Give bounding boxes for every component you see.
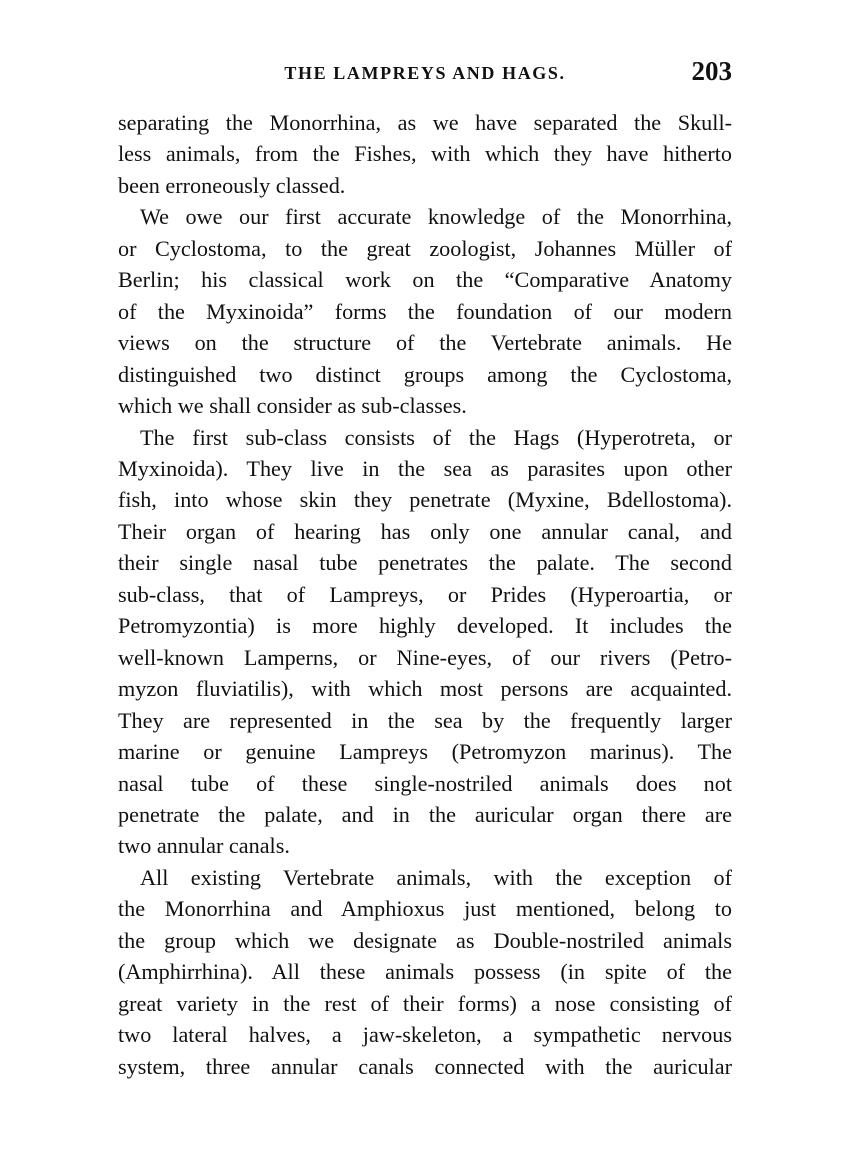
text-line: of the Myxinoida” forms the foundation of our modern [118,298,732,324]
text-line: They are represented in the sea by the frequently larger [118,707,732,733]
text-line: two lateral halves, a jaw-skeleton, a sympathetic nervous [118,1022,732,1048]
paragraph-muller [118,201,732,421]
text-line: or Cyclostoma, to the great zoologist, Johannes Müller of [118,235,732,261]
page-header [118,58,732,92]
page-number: 203 [691,56,732,86]
text-line: two annular canals. [118,833,290,859]
text-line: their single nasal tube penetrates the palate. The second [118,550,732,576]
text-line: (Amphirrhina). All these animals possess (in spite of the [118,959,732,985]
text-line: distinguished two distinct groups among the Cyclostoma, [118,361,732,387]
text-line: penetrate the palate, and in the auricular organ there are [118,801,732,827]
text-line: less animals, from the Fishes, with which they have hitherto [118,141,732,167]
text-line: marine or genuine Lampreys (Petromyzon marinus). The [118,739,732,765]
text-line: fish, into whose skin they penetrate (Myxine, Bdellostoma). [118,487,732,513]
text-line: Petromyzontia) is more highly developed. It includes the [118,613,732,639]
text-line: the Monorrhina and Amphioxus just mentioned, belong to [118,896,732,922]
text-line: sub-class, that of Lampreys, or Prides (Hyperoartia, or [118,581,732,607]
text-line: Myxinoida). They live in the sea as parasites upon other [118,455,732,481]
paragraph-subclasses [118,422,732,862]
paragraph-continued [118,107,732,201]
text-line: great variety in the rest of their forms) a nose consisting of [118,990,732,1016]
text-line: separating the Monorrhina, as we have separated the Skull- [118,110,732,135]
text-line: Their organ of hearing has only one annular canal, and [118,518,732,544]
text-line: system, three annular canals connected with the auricular [118,1053,732,1079]
paragraph-amphirrhina [118,862,732,1082]
text-line: well-known Lamperns, or Nine-eyes, of our rivers (Petro- [118,644,732,670]
text-line: which we shall consider as sub-classes. [118,393,467,419]
text-line: We owe our first accurate knowledge of the Monorrhina, [140,204,732,230]
text-line: myzon fluviatilis), with which most persons are acquainted. [118,676,732,702]
body-text [118,107,732,1082]
text-line: nasal tube of these single-nostriled animals does not [118,770,732,796]
text-line: All existing Vertebrate animals, with the exception of [140,864,732,890]
text-line: views on the structure of the Vertebrate animals. He [118,330,732,356]
text-line: been erroneously classed. [118,172,346,198]
running-title: THE LAMPREYS AND HAGS. [284,63,566,83]
text-line: The first sub-class consists of the Hags (Hyperotreta, or [140,424,732,450]
text-line: the group which we designate as Double-nostriled animals [118,927,732,953]
text-line: Berlin; his classical work on the “Comparative Anatomy [118,267,732,293]
